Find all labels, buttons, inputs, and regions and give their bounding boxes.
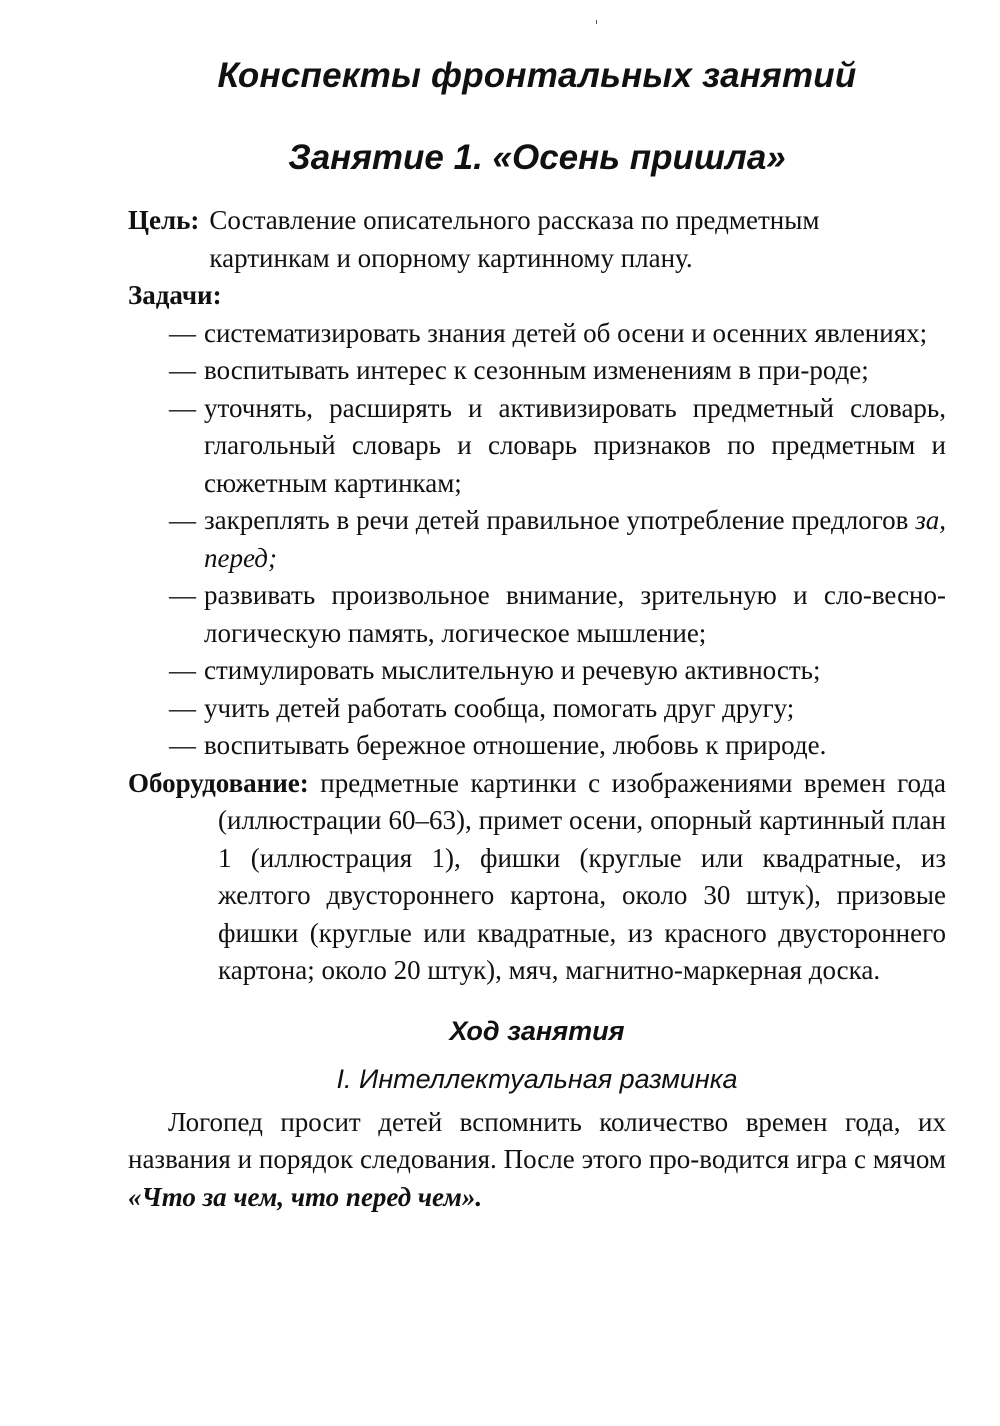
equipment-label: Оборудование: <box>128 767 309 798</box>
scan-mark <box>596 20 597 24</box>
list-item <box>128 315 946 353</box>
course-title: Ход занятия <box>449 1015 625 1046</box>
equipment-block <box>128 765 946 990</box>
task-text-italic: за, перед; <box>204 505 947 573</box>
goal-text <box>209 202 946 277</box>
section-title-warmup: I. Интеллектуальная разминка <box>336 1063 738 1094</box>
task-text-part: предлогов <box>791 505 916 535</box>
task-text: воспитывать бережное отношение, любовь к природе. <box>204 730 827 760</box>
list-dash: — <box>169 692 196 723</box>
goal-block <box>128 202 946 277</box>
task-text-part: закреплять в речи детей правильное употребление <box>204 505 785 535</box>
lesson-title <box>128 132 946 184</box>
paragraph-text: Логопед просит детей вспомнить количество времен года, их названия и порядок следования. После этого про-водится игра с мячом <box>128 1106 946 1174</box>
task-text: систематизировать знания детей об осени и осенних явлениях; <box>204 317 928 348</box>
list-dash: — <box>169 730 196 760</box>
task-text: учить детей работать сообща, помогать друг другу; <box>204 692 795 723</box>
list-dash: — <box>169 505 196 535</box>
goal-line-1: Составление описательного рассказа по предметным <box>209 205 820 235</box>
list-item <box>128 690 946 728</box>
task-text: развивать произвольное внимание, зрительную и сло-весно-логическую память, логическое мышление; <box>204 580 946 648</box>
list-dash: — <box>169 355 196 385</box>
tasks-label: Задачи: <box>128 280 222 310</box>
tasks-list <box>128 315 946 765</box>
list-item <box>128 352 946 390</box>
list-item <box>128 727 946 765</box>
list-item <box>128 577 946 652</box>
equipment-text: предметные картинки с изображениями времен года (иллюстрации 60–63), примет осени, опорный картинный план 1 (иллюстрация 1), фишки (круглые или квадратные, из желтого двустороннего картона, около 30 штук), призовые фишки (круглые или квадратные, из красного двустороннего картона; около 20 штук), мяч, магнитно-маркерная доска. <box>218 767 946 985</box>
task-text: стимулировать мыслительную и речевую активность; <box>204 655 821 685</box>
list-dash: — <box>169 655 196 685</box>
body-paragraph <box>128 1104 946 1217</box>
list-dash: — <box>169 392 196 423</box>
list-dash: — <box>169 580 196 610</box>
lesson-number: Занятие 1. <box>288 138 493 177</box>
lesson-name: «Осень пришла» <box>492 138 786 177</box>
task-text <box>204 502 946 577</box>
game-name: «Что за чем, что перед чем». <box>128 1181 483 1212</box>
list-item <box>128 652 946 690</box>
task-text: воспитывать интерес к сезонным изменениям в при-роде; <box>204 355 869 385</box>
document-page <box>128 50 946 1216</box>
task-text: уточнять, расширять и активизировать предметный словарь, глагольный словарь и словарь признаков по предметным и сюжетным картинкам; <box>204 392 946 498</box>
goal-line-2: картинкам и опорному картинному плану. <box>209 242 693 273</box>
list-item <box>128 502 946 577</box>
goal-label: Цель: <box>128 205 200 235</box>
page-heading: Конспекты фронтальных занятий <box>217 56 857 95</box>
list-dash: — <box>169 317 196 348</box>
list-item <box>128 390 946 503</box>
